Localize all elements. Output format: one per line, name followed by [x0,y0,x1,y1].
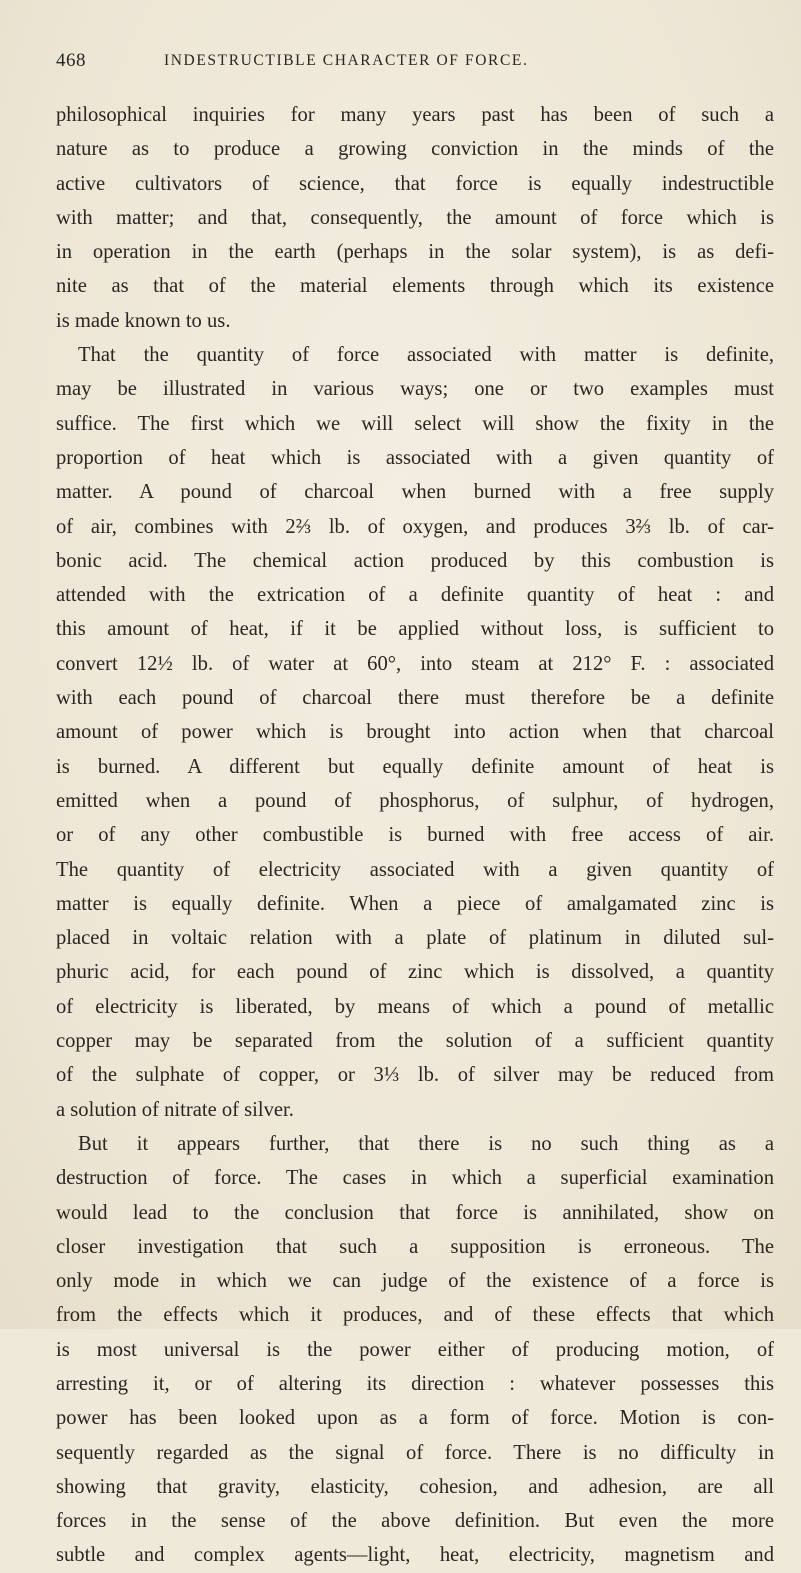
running-title: INDESTRUCTIBLE CHARACTER OF FORCE. [164,52,529,69]
text-line: would lead to the conclusion that force is annihilated, show on [56,1201,774,1224]
page-number: 468 [56,50,86,71]
text-line: subtle and complex agents—light, heat, electricity, magnetism and [56,1544,774,1567]
text-line: of the sulphate of copper, or 3⅓ lb. of silver may be reduced from [56,1064,774,1087]
text-line: philosophical inquiries for many years past has been of such a [56,104,774,126]
text-line: this amount of heat, if it be applied without loss, is sufficient to [56,618,774,641]
text-line: convert 12½ lb. of water at 60°, into steam at 212° F. : associated [56,652,774,675]
page-header [56,50,756,80]
text-line: emitted when a pound of phosphorus, of sulphur, of hydrogen, [56,789,774,812]
body-text [56,98,774,1573]
text-line: a solution of nitrate of silver. [56,1098,294,1121]
text-line: copper may be separated from the solution of a sufficient quantity [56,1030,774,1053]
text-line: proportion of heat which is associated with a given quantity of [56,446,774,469]
text-line: matter is equally definite. When a piece of amalgamated zinc is [56,892,774,915]
text-line: showing that gravity, elasticity, cohesion, and adhesion, are all [56,1475,774,1498]
text-line: is made known to us. [56,309,231,332]
text-line: amount of power which is brought into action when that charcoal [56,721,774,744]
text-line: power has been looked upon as a form of force. Motion is con- [56,1407,774,1430]
text-line: phuric acid, for each pound of zinc which is dissolved, a quantity [56,961,774,984]
text-line: That the quantity of force associated with matter is definite, [78,344,774,367]
text-line: is burned. A different but equally definite amount of heat is [56,755,774,778]
text-line: suffice. The first which we will select will show the fixity in the [56,412,774,435]
text-line: with each pound of charcoal there must therefore be a definite [56,687,774,710]
text-line: closer investigation that such a supposition is erroneous. The [56,1235,774,1258]
text-line: attended with the extrication of a definite quantity of heat : and [56,584,774,607]
text-line: But it appears further, that there is no such thing as a [78,1132,774,1155]
text-line: nature as to produce a growing conviction in the minds of the [56,138,774,161]
text-line: or of any other combustible is burned with free access of air. [56,824,774,847]
text-line: from the effects which it produces, and of these effects that which [56,1304,774,1327]
text-line: forces in the sense of the above definition. But even the more [56,1510,774,1533]
text-line: nite as that of the material elements through which its existence [56,275,774,298]
text-line: may be illustrated in various ways; one or two examples must [56,378,774,401]
text-line: is most universal is the power either of producing motion, of [56,1338,774,1361]
text-line: with matter; and that, consequently, the amount of force which is [56,206,774,229]
text-line: arresting it, or of altering its direction : whatever possesses this [56,1372,774,1395]
text-line: sequently regarded as the signal of force. There is no difficulty in [56,1441,774,1464]
text-line: of air, combines with 2⅔ lb. of oxygen, and produces 3⅔ lb. of car- [56,515,774,538]
text-line: The quantity of electricity associated with a given quantity of [56,858,774,881]
text-line: destruction of force. The cases in which a superficial examination [56,1167,774,1190]
text-line: in operation in the earth (perhaps in the solar system), is as defi- [56,241,774,264]
text-line: placed in voltaic relation with a plate of platinum in diluted sul- [56,927,774,950]
text-line: matter. A pound of charcoal when burned with a free supply [56,481,774,504]
text-line: active cultivators of science, that force is equally indestructible [56,172,774,195]
text-line: of electricity is liberated, by means of which a pound of metallic [56,995,774,1018]
text-line: bonic acid. The chemical action produced by this combustion is [56,549,774,572]
text-line: only mode in which we can judge of the existence of a force is [56,1270,774,1293]
